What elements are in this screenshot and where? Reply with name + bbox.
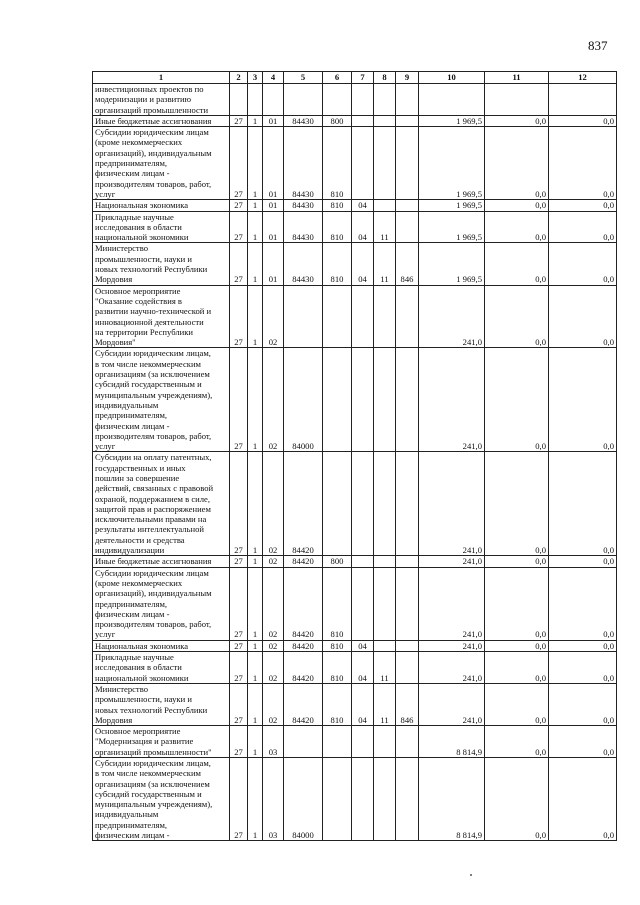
cell-amount-2022: 0,0 — [549, 211, 617, 243]
cell-amount-2020: 1 969,5 — [419, 127, 485, 200]
cell-expense-type — [323, 285, 352, 348]
col-header: 4 — [263, 72, 284, 84]
cell-amount-2022 — [549, 84, 617, 116]
cell-section: 04 — [352, 652, 374, 684]
cell-amount-2021: 0,0 — [485, 683, 549, 725]
cell-program: 1 — [248, 211, 263, 243]
table-row — [93, 127, 617, 200]
col-header: 6 — [323, 72, 352, 84]
cell-direction: 84420 — [284, 652, 323, 684]
cell-ministry-code: 27 — [230, 348, 248, 452]
cell-subprogram: 02 — [263, 556, 284, 567]
cell-subsection — [374, 285, 396, 348]
cell-expense-type: 810 — [323, 567, 352, 640]
cell-amount-2022: 0,0 — [549, 452, 617, 556]
cell-expense-type — [323, 758, 352, 841]
cell-department — [396, 115, 419, 126]
row-name: Иные бюджетные ассигнования — [93, 115, 230, 126]
cell-program: 1 — [248, 348, 263, 452]
cell-amount-2020: 241,0 — [419, 640, 485, 651]
cell-department — [396, 640, 419, 651]
cell-program: 1 — [248, 556, 263, 567]
col-header: 5 — [284, 72, 323, 84]
cell-amount-2022: 0,0 — [549, 726, 617, 758]
cell-department — [396, 758, 419, 841]
cell-expense-type: 800 — [323, 115, 352, 126]
cell-amount-2022: 0,0 — [549, 285, 617, 348]
cell-amount-2022: 0,0 — [549, 200, 617, 211]
cell-amount-2020: 1 969,5 — [419, 200, 485, 211]
cell-subprogram: 01 — [263, 200, 284, 211]
table-row — [93, 640, 617, 651]
row-name: Основное мероприятие "Модернизация и развитие организаций промышленности" — [93, 726, 230, 758]
cell-ministry-code: 27 — [230, 556, 248, 567]
cell-department — [396, 348, 419, 452]
cell-department — [396, 84, 419, 116]
cell-subprogram: 02 — [263, 652, 284, 684]
cell-section — [352, 84, 374, 116]
cell-program: 1 — [248, 683, 263, 725]
cell-ministry-code: 27 — [230, 652, 248, 684]
table-row — [93, 285, 617, 348]
cell-department — [396, 211, 419, 243]
cell-department — [396, 556, 419, 567]
cell-ministry-code: 27 — [230, 567, 248, 640]
cell-subprogram: 01 — [263, 127, 284, 200]
cell-subprogram: 01 — [263, 211, 284, 243]
cell-direction: 84430 — [284, 243, 323, 285]
cell-section: 04 — [352, 683, 374, 725]
cell-section — [352, 726, 374, 758]
cell-subsection — [374, 84, 396, 116]
cell-amount-2020: 241,0 — [419, 683, 485, 725]
cell-amount-2020: 241,0 — [419, 348, 485, 452]
cell-amount-2021 — [485, 84, 549, 116]
cell-section — [352, 758, 374, 841]
cell-ministry-code: 27 — [230, 243, 248, 285]
cell-department — [396, 285, 419, 348]
row-name: Министерство промышленности, науки и новых технологий Республики Мордовия — [93, 243, 230, 285]
cell-direction: 84420 — [284, 567, 323, 640]
cell-program: 1 — [248, 652, 263, 684]
cell-expense-type — [323, 348, 352, 452]
cell-ministry-code — [230, 84, 248, 116]
table-row — [93, 652, 617, 684]
cell-department — [396, 726, 419, 758]
budget-table — [92, 71, 617, 841]
cell-amount-2022: 0,0 — [549, 652, 617, 684]
cell-subsection — [374, 200, 396, 211]
row-name: Иные бюджетные ассигнования — [93, 556, 230, 567]
cell-amount-2021: 0,0 — [485, 652, 549, 684]
cell-ministry-code: 27 — [230, 127, 248, 200]
cell-direction: 84000 — [284, 348, 323, 452]
cell-program: 1 — [248, 452, 263, 556]
scan-speck — [470, 874, 472, 876]
table-row — [93, 115, 617, 126]
row-name: Субсидии юридическим лицам (кроме некоммерческих организаций), индивидуальным предпринимателям, физическим лицам - производителям товаров, работ, услуг — [93, 567, 230, 640]
cell-subsection — [374, 758, 396, 841]
cell-ministry-code: 27 — [230, 683, 248, 725]
cell-amount-2021: 0,0 — [485, 127, 549, 200]
cell-department — [396, 567, 419, 640]
cell-direction: 84430 — [284, 200, 323, 211]
cell-subprogram: 03 — [263, 726, 284, 758]
cell-direction — [284, 726, 323, 758]
cell-program — [248, 84, 263, 116]
cell-subprogram: 02 — [263, 567, 284, 640]
col-header: 8 — [374, 72, 396, 84]
cell-ministry-code: 27 — [230, 640, 248, 651]
cell-subsection — [374, 726, 396, 758]
cell-subprogram: 02 — [263, 640, 284, 651]
col-header: 7 — [352, 72, 374, 84]
cell-amount-2021: 0,0 — [485, 556, 549, 567]
cell-direction: 84430 — [284, 127, 323, 200]
cell-program: 1 — [248, 726, 263, 758]
cell-amount-2021: 0,0 — [485, 243, 549, 285]
cell-amount-2021: 0,0 — [485, 452, 549, 556]
cell-amount-2021: 0,0 — [485, 211, 549, 243]
cell-subprogram: 03 — [263, 758, 284, 841]
cell-section — [352, 567, 374, 640]
cell-section — [352, 452, 374, 556]
cell-subsection — [374, 567, 396, 640]
cell-subprogram — [263, 84, 284, 116]
cell-direction: 84420 — [284, 452, 323, 556]
cell-section — [352, 127, 374, 200]
row-name: Субсидии на оплату патентных, государственных и иных пошлин за совершение действий, связанных с правовой охраной, поддержанием в силе, защитой прав и распоряжением исключительными правами на результаты интеллектуальной деятельности и средства индивидуализации — [93, 452, 230, 556]
cell-program: 1 — [248, 758, 263, 841]
col-header: 2 — [230, 72, 248, 84]
row-name: Национальная экономика — [93, 200, 230, 211]
col-header: 12 — [549, 72, 617, 84]
cell-subsection — [374, 127, 396, 200]
table-row — [93, 556, 617, 567]
cell-amount-2022: 0,0 — [549, 556, 617, 567]
cell-department — [396, 200, 419, 211]
cell-subsection — [374, 348, 396, 452]
cell-subsection — [374, 452, 396, 556]
cell-program: 1 — [248, 640, 263, 651]
table-header-row — [93, 72, 617, 84]
cell-subsection — [374, 640, 396, 651]
cell-program: 1 — [248, 243, 263, 285]
cell-direction: 84420 — [284, 556, 323, 567]
cell-amount-2021: 0,0 — [485, 200, 549, 211]
table-row — [93, 758, 617, 841]
row-name: Субсидии юридическим лицам, в том числе некоммерческим организациям (за исключением субсидий государственным и муниципальным учреждениям), индивидуальным предпринимателям, физическим лицам - — [93, 758, 230, 841]
cell-amount-2020 — [419, 84, 485, 116]
cell-amount-2022: 0,0 — [549, 758, 617, 841]
table-row — [93, 348, 617, 452]
col-header: 9 — [396, 72, 419, 84]
cell-amount-2020: 241,0 — [419, 652, 485, 684]
cell-ministry-code: 27 — [230, 758, 248, 841]
cell-department — [396, 652, 419, 684]
cell-amount-2022: 0,0 — [549, 115, 617, 126]
cell-amount-2021: 0,0 — [485, 348, 549, 452]
cell-amount-2022: 0,0 — [549, 243, 617, 285]
table-row — [93, 683, 617, 725]
cell-amount-2020: 241,0 — [419, 567, 485, 640]
cell-direction — [284, 285, 323, 348]
cell-subsection: 11 — [374, 243, 396, 285]
cell-program: 1 — [248, 200, 263, 211]
cell-amount-2020: 1 969,5 — [419, 115, 485, 126]
cell-subprogram: 02 — [263, 348, 284, 452]
cell-subsection — [374, 115, 396, 126]
cell-amount-2022: 0,0 — [549, 567, 617, 640]
cell-section — [352, 285, 374, 348]
cell-program: 1 — [248, 285, 263, 348]
cell-ministry-code: 27 — [230, 200, 248, 211]
cell-amount-2021: 0,0 — [485, 285, 549, 348]
table-body — [93, 84, 617, 841]
cell-department: 846 — [396, 243, 419, 285]
row-name: Субсидии юридическим лицам, в том числе некоммерческим организациям (за исключением субсидий государственным и муниципальным учреждениям), индивидуальным предпринимателям, физическим лицам - производителям товаров, работ, услуг — [93, 348, 230, 452]
cell-amount-2021: 0,0 — [485, 726, 549, 758]
cell-subprogram: 02 — [263, 452, 284, 556]
cell-subsection: 11 — [374, 211, 396, 243]
cell-amount-2022: 0,0 — [549, 348, 617, 452]
cell-ministry-code: 27 — [230, 285, 248, 348]
cell-amount-2020: 241,0 — [419, 452, 485, 556]
cell-ministry-code: 27 — [230, 452, 248, 556]
cell-direction: 84420 — [284, 683, 323, 725]
cell-department — [396, 127, 419, 200]
cell-expense-type — [323, 84, 352, 116]
cell-amount-2020: 8 814,9 — [419, 726, 485, 758]
cell-section: 04 — [352, 200, 374, 211]
cell-section: 04 — [352, 640, 374, 651]
row-name: Министерство промышленности, науки и новых технологий Республики Мордовия — [93, 683, 230, 725]
cell-department: 846 — [396, 683, 419, 725]
table-row — [93, 726, 617, 758]
cell-ministry-code: 27 — [230, 211, 248, 243]
cell-amount-2021: 0,0 — [485, 115, 549, 126]
cell-amount-2020: 241,0 — [419, 285, 485, 348]
row-name: Национальная экономика — [93, 640, 230, 651]
cell-section — [352, 115, 374, 126]
table-row — [93, 452, 617, 556]
cell-subsection: 11 — [374, 683, 396, 725]
table-row — [93, 84, 617, 116]
row-name: Субсидии юридическим лицам (кроме некоммерческих организаций), индивидуальным предпринимателям, физическим лицам - производителям товаров, работ, услуг — [93, 127, 230, 200]
row-name: Основное мероприятие "Оказание содействия в развитии научно-технической и инновационной деятельности на территории Республики Мордовия" — [93, 285, 230, 348]
cell-amount-2021: 0,0 — [485, 567, 549, 640]
cell-amount-2021: 0,0 — [485, 758, 549, 841]
row-name: Прикладные научные исследования в области национальной экономики — [93, 652, 230, 684]
table-row — [93, 243, 617, 285]
cell-ministry-code: 27 — [230, 115, 248, 126]
cell-amount-2022: 0,0 — [549, 683, 617, 725]
cell-expense-type — [323, 452, 352, 556]
cell-section: 04 — [352, 211, 374, 243]
cell-expense-type: 810 — [323, 243, 352, 285]
table-row — [93, 567, 617, 640]
cell-program: 1 — [248, 115, 263, 126]
cell-amount-2020: 1 969,5 — [419, 243, 485, 285]
table-row — [93, 211, 617, 243]
cell-section — [352, 348, 374, 452]
cell-direction: 84430 — [284, 115, 323, 126]
cell-subprogram: 02 — [263, 285, 284, 348]
cell-direction: 84420 — [284, 640, 323, 651]
cell-expense-type: 810 — [323, 640, 352, 651]
cell-direction — [284, 84, 323, 116]
cell-expense-type: 800 — [323, 556, 352, 567]
col-header: 11 — [485, 72, 549, 84]
cell-amount-2020: 8 814,9 — [419, 758, 485, 841]
cell-subprogram: 01 — [263, 115, 284, 126]
table-row — [93, 200, 617, 211]
cell-amount-2021: 0,0 — [485, 640, 549, 651]
cell-expense-type: 810 — [323, 211, 352, 243]
cell-section: 04 — [352, 243, 374, 285]
col-header: 1 — [93, 72, 230, 84]
row-name: инвестиционных проектов по модернизации и развитию организаций промышленности — [93, 84, 230, 116]
cell-subprogram: 01 — [263, 243, 284, 285]
row-name: Прикладные научные исследования в области национальной экономики — [93, 211, 230, 243]
cell-subsection — [374, 556, 396, 567]
page-number: 837 — [588, 38, 608, 53]
cell-expense-type: 810 — [323, 683, 352, 725]
cell-program: 1 — [248, 127, 263, 200]
cell-expense-type: 810 — [323, 127, 352, 200]
cell-expense-type: 810 — [323, 200, 352, 211]
cell-program: 1 — [248, 567, 263, 640]
col-header: 3 — [248, 72, 263, 84]
cell-amount-2022: 0,0 — [549, 640, 617, 651]
cell-expense-type — [323, 726, 352, 758]
cell-expense-type: 810 — [323, 652, 352, 684]
cell-section — [352, 556, 374, 567]
cell-amount-2020: 1 969,5 — [419, 211, 485, 243]
cell-ministry-code: 27 — [230, 726, 248, 758]
cell-department — [396, 452, 419, 556]
cell-amount-2020: 241,0 — [419, 556, 485, 567]
cell-amount-2022: 0,0 — [549, 127, 617, 200]
cell-subsection: 11 — [374, 652, 396, 684]
col-header: 10 — [419, 72, 485, 84]
cell-direction: 84430 — [284, 211, 323, 243]
cell-subprogram: 02 — [263, 683, 284, 725]
cell-direction: 84000 — [284, 758, 323, 841]
